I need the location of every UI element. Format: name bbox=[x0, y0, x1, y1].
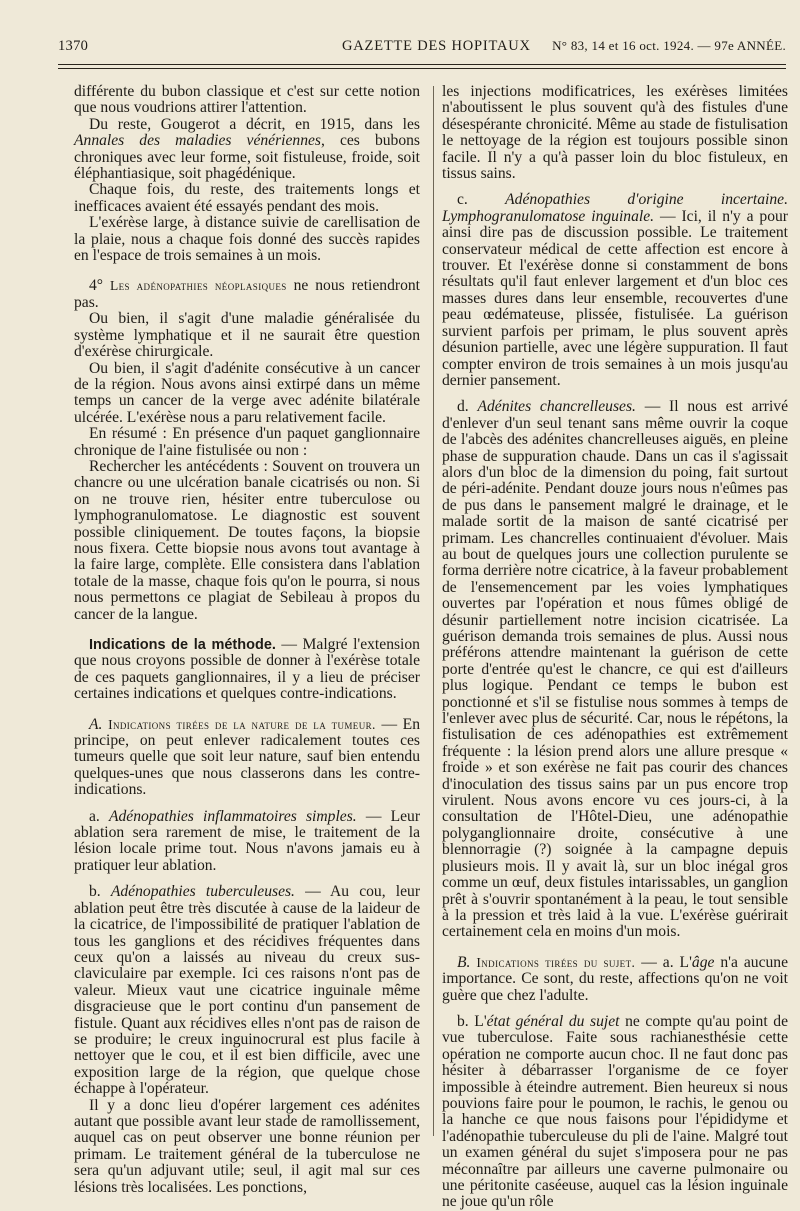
paragraph: Ou bien, il s'agit d'une maladie généralisée du système lymphatique et il ne saurait être question d'exérèse chirurgicale. bbox=[74, 310, 420, 361]
paragraph: différente du bubon classique et c'est sur cette notion que nous voudrions attirer l'attention. bbox=[74, 83, 420, 117]
subsection-heading-b: B. Indications tirées du sujet. — a. L'âge n'a aucune importance. Ce sont, du reste, affections qu'on ne voit guère que chez l'adulte. bbox=[442, 953, 788, 1004]
left-column bbox=[74, 84, 420, 1196]
running-header bbox=[58, 38, 786, 62]
page-number: 1370 bbox=[58, 38, 89, 54]
paragraph: b. L'état général du sujet ne compte qu'au point de vue tuberculose. Faite sous rachianesthésie cette opération ne comporte aucun choc. Il ne faut donc pas hésiter à débarrasser l'organisme de ce foyer impossible à éteindre autrement. Bien heureux si nous pouvions faire pour le poumon, le rachis, le genou ou la hanche ce que nous faisons pour l'épididyme et l'adénopathie tuberculeuse du pli de l'aine. Malgré tout un examen général du sujet s'imposera pour ne pas méconnaître par ailleurs une caverne pulmonaire ou une péritonite caséeuse, auquel cas la lésion inguinale ne joue qu'un rôle bbox=[442, 1012, 788, 1211]
paragraph: c. Adénopathies d'origine incertaine. Lymphogranulomatose inguinale. — Ici, il n'y a pour ainsi dire pas de discussion possible. Le traitement conservateur médical de cette affection est encore à trouver. Et l'exérèse donne si constamment de bons résultats qu'il faut enlever largement et d'un bloc ces masses dures dans leur ensemble, recouvertes d'une peau œdémateuse, plissée, fistulisée. La guérison survient parfois per primam, le plus souvent après désunion partielle, avec une légère suppuration. Il faut compter environ de trois semaines à un mois jusqu'au dernier pansement. bbox=[442, 191, 789, 389]
right-column bbox=[442, 84, 788, 1211]
journal-title: GAZETTE DES HOPITAUX bbox=[342, 38, 531, 54]
paragraph: b. Adénopathies tuberculeuses. — Au cou, leur ablation peut être très discutée à cause de la laideur de la cicatrice, de l'impossibilité de pratiquer l'ablation de tous les ganglions et des récidives fréquentes dans ceux qu'on a laissés au niveau du creux sus-claviculaire par exemple. Ici ces raisons n'ont pas de valeur. Mieux vaut une cicatrice inguinale même disgracieuse que le port continu d'un pansement de fistule. Quant aux récidives elles n'ont pas de raison de se produire; le creux inguinocrural est plus facile à nettoyer que le cou, et il est bien difficile, avec une exposition large de la région, que quelque chose échappe à l'opérateur. bbox=[74, 883, 421, 1098]
subsection-heading-a: A. Indications tirées de la nature de la tumeur. — En principe, on peut enlever radicalement toutes ces tumeurs quelle que soit leur nature, sauf bien entendu quelques-unes que nous classerons dans les contre-indications. bbox=[74, 715, 421, 799]
paragraph: L'exérèse large, à distance suivie de carellisation de la plaie, nous a chaque fois donné des succès rapides en l'espace de trois semaines à un mois. bbox=[74, 214, 420, 265]
header-rule bbox=[58, 64, 786, 65]
column-separator bbox=[433, 86, 434, 1136]
paragraph: Rechercher les antécédents : Souvent on trouvera un chancre ou une ulcération banale cicatrisés ou non. Si on ne trouve rien, hésiter entre tuberculose ou lymphogranulomatose. Le diagnostic est souvent possible cliniquement. De toutes façons, la biopsie nous fixera. Cette biopsie nous avons tout avantage à la faire large, complète. Elle consistera dans l'ablation totale de la masse, chaque fois qu'on le pourra, si nous nous permettons ce plagiat de Sebileau à propos du cancer de la langue. bbox=[74, 457, 420, 623]
paragraph: Du reste, Gougerot a décrit, en 1915, dans les Annales des maladies vénériennes, ces bubons chroniques avec leur forme, soit fistuleuse, froide, soit éléphantiasique, soit phagédénique. bbox=[74, 115, 420, 183]
paragraph: d. Adénites chancrelleuses. — Il nous est arrivé d'enlever d'un seul tenant sans même ouvrir la coque de l'abcès des adénites chancrelleuses aiguës, en pleine phase de suppuration chaude. Dans un cas il s'agissait alors d'un bloc de la dimension du poing, fait surtout de péri-adénite. Pendant douze jours nous n'eûmes pas de pus dans le pansement malgré le drainage, et le malade sortit de la maison de santé cicatrisé per primam. Les chancrelles continuaient d'évoluer. Mais au bout de quelques jours une collection purulente se forma derrière notre cicatrice, à la faveur probablement de l'ensemencement par les voies lymphatiques ouvertes par l'opération et nous fûmes obligé de désunir partiellement notre incision cicatrisée. La guérison demanda trois semaines de plus. Aussi nous préférons attendre maintenant la guérison de cette porte d'entrée qu'est le chancre, ce qui est d'ailleurs plus logique. Pendant ce temps le bubon est ponctionné et s'il se fistulise nous sommes à temps de l'enlever avec plus de sécurité. Car, nous le répétons, la fistulisation de ces adénopathies est extrêmement fréquente : la lésion prend alors une allure presque « froide » et son exérèse ne fait pas courir des chances d'inoculation des tissus sains par un pus encore trop virulent. Nous avons encore vu ces jours-ci, à la consultation de l'Hôtel-Dieu, une adénopathie polyganglionnaire droite, consécutive à une blennorragie (?) soignée à la campagne depuis plusieurs mois. Il y avait là, sur un bloc inégal gros comme un œuf, deux fistules intarissables, un ganglion prêt à s'ouvrir spontanément à la peau, le tout sensible à la pression et très laid à la vue. L'exérèse guérirait certainement cela en moins d'un mois. bbox=[442, 398, 789, 941]
paragraph: Il y a donc lieu d'opérer largement ces adénites autant que possible avant leur stade de ramollissement, auquel cas on peut observer une bonne réunion per primam. Le traitement général de la tuberculose ne sera qu'un adjuvant utile; seul, il agit mal sur ces lésions très localisées. Les ponctions, bbox=[74, 1096, 420, 1196]
paragraph: Chaque fois, du reste, des traitements longs et inefficaces avaient été essayés pendant des mois. bbox=[74, 181, 420, 215]
paragraph: En résumé : En présence d'un paquet ganglionnaire chronique de l'aine fistulisée ou non : bbox=[74, 425, 420, 459]
section-heading-indications: Indications de la méthode. — Malgré l'extension que nous croyons possible de donner à l'exérèse totale de ces paquets ganglionnaires, il y a lieu de préciser certaines indications et quelques contre-indications. bbox=[74, 636, 420, 703]
paragraph: Ou bien, il s'agit d'adénite consécutive à un cancer de la région. Nous avons ainsi extirpé dans un même temps un cancer de la verge avec adénite bilatérale ulcérée. L'exérèse nous a paru relativement facile. bbox=[74, 359, 420, 426]
paragraph: a. Adénopathies inflammatoires simples. — Leur ablation sera rarement de mise, le traitement de la lésion locale prime tout. Nous n'avons jamais eu à pratiquer leur ablation. bbox=[74, 807, 421, 874]
header-rule-double bbox=[58, 68, 786, 69]
issue-info: N° 83, 14 et 16 oct. 1924. — 97e ANNÉE. bbox=[552, 38, 786, 53]
section-heading-neoplasic: 4° Les adénopathies néoplasiques ne nous retiendront pas. bbox=[74, 277, 420, 311]
paragraph: les injections modificatrices, les exérèses limitées n'aboutissent le plus souvent qu'à des fistules d'une désespérante chronicité. Même au stade de fistulisation le nettoyage de la région est toujours possible sinon facile. Il n'y a qu'à passer loin du bloc fistuleux, en tissus sains. bbox=[442, 83, 788, 183]
